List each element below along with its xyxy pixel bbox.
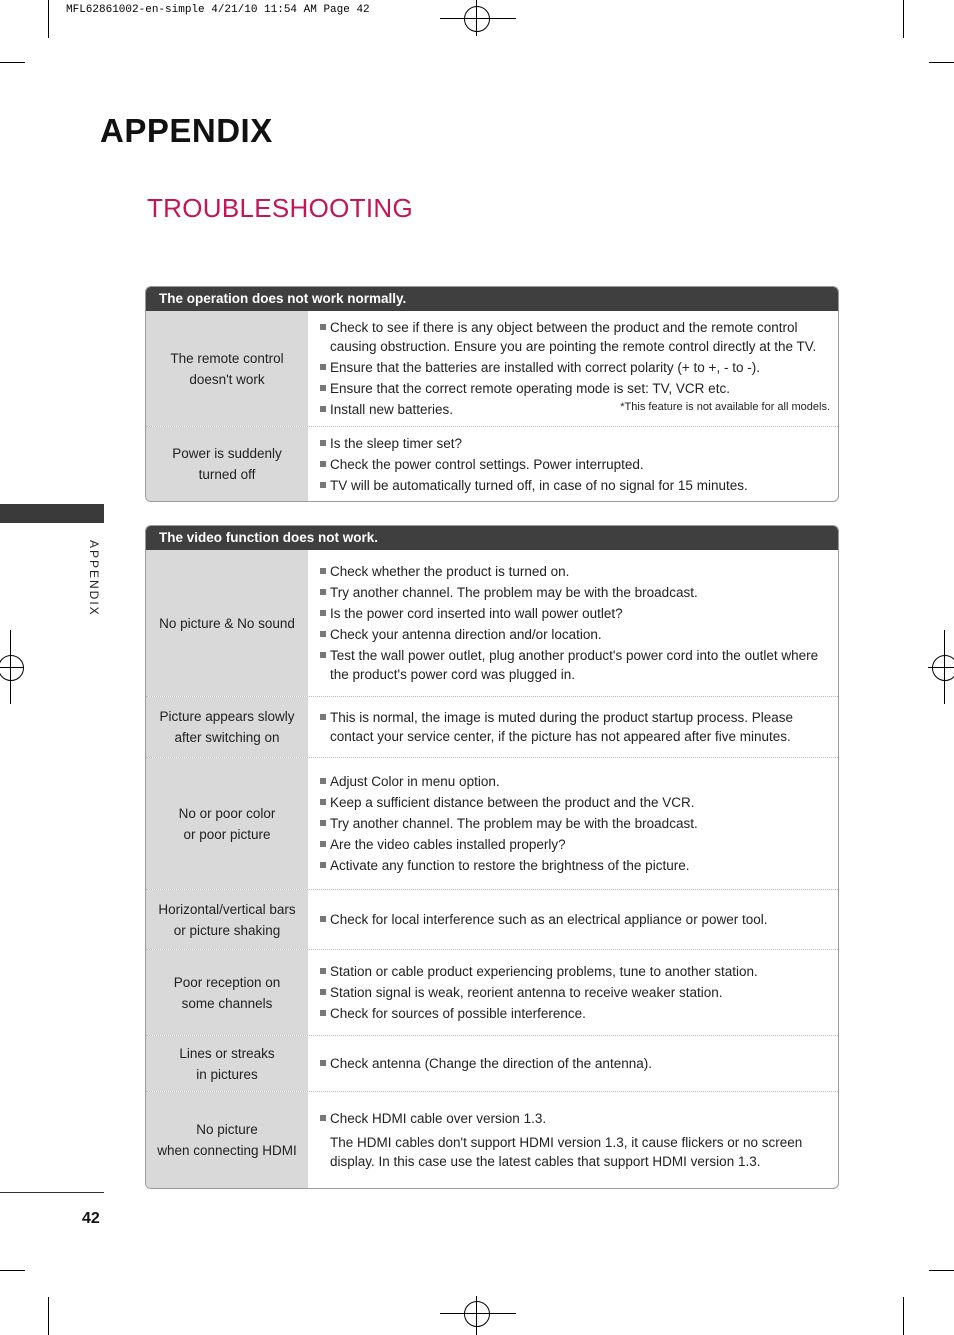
- symptom-label: or picture shaking: [173, 922, 281, 938]
- table-row: [146, 1091, 838, 1188]
- symptom-label: Horizontal/vertical bars: [158, 901, 296, 917]
- solution-item: Ensure that the correct remote operating mode is set: TV, VCR etc.: [319, 379, 826, 398]
- page-number: 42: [82, 1210, 100, 1227]
- solution-item: Check your antenna direction and/or location.: [319, 625, 826, 644]
- symptom-label: Power is suddenly: [172, 446, 282, 461]
- solution-item: Ensure that the batteries are installed with correct polarity (+ to +, - to -).: [319, 358, 826, 377]
- solution-cell: [309, 758, 838, 889]
- solution-item: TV will be automatically turned off, in case of no signal for 15 minutes.: [319, 476, 826, 495]
- solution-cell: [309, 950, 838, 1035]
- solution-item: Check to see if there is any object between the product and the remote control causing obstruction. Ensure you are pointing the remote control directly at the TV.: [319, 318, 826, 356]
- solution-item: Check whether the product is turned on.: [319, 562, 826, 581]
- symptom-label: or poor picture: [183, 826, 271, 842]
- footnote: *This feature is not available for all models.: [620, 401, 830, 413]
- symptom-label: doesn't work: [189, 371, 265, 387]
- symptom-label: after switching on: [174, 730, 280, 745]
- solution-item: Are the video cables installed properly?: [319, 835, 826, 854]
- solution-item: Install new batteries.: [319, 400, 826, 419]
- solution-item: Is the sleep timer set?: [319, 434, 826, 453]
- table-row: [146, 949, 838, 1035]
- table-row: [146, 1035, 838, 1091]
- symptom-cell: [146, 697, 308, 757]
- side-tab-bar: [0, 504, 104, 523]
- solution-cell: [309, 427, 838, 501]
- symptom-cell: [146, 311, 308, 426]
- symptom-label: Lines or streaks: [179, 1045, 275, 1061]
- table-header: The operation does not work normally.: [146, 287, 838, 311]
- video-troubleshooting-table: [145, 525, 839, 1189]
- solution-item: Is the power cord inserted into wall power outlet?: [319, 604, 826, 623]
- section-title: TROUBLESHOOTING: [147, 193, 413, 223]
- table-row: [146, 757, 838, 889]
- solution-item: Check for local interference such as an electrical appliance or power tool.: [319, 910, 826, 929]
- symptom-label: Picture appears slowly: [159, 709, 295, 724]
- table-row: [146, 696, 838, 757]
- table-row: [146, 311, 838, 426]
- table-row: [146, 889, 838, 949]
- symptom-cell: [146, 427, 308, 501]
- symptom-cell: [146, 1092, 308, 1188]
- solution-item: Check HDMI cable over version 1.3.: [319, 1109, 826, 1128]
- symptom-cell: [146, 550, 308, 696]
- solution-item: Activate any function to restore the brightness of the picture.: [319, 856, 826, 875]
- solution-item: Try another channel. The problem may be with the broadcast.: [319, 583, 826, 602]
- solution-cell: [309, 1092, 838, 1188]
- solution-detail: The HDMI cables don't support HDMI version 1.3, it cause flickers or no screen display. In this case use the latest cables that support HDMI version 1.3.: [330, 1135, 803, 1169]
- side-label: APPENDIX: [87, 540, 101, 617]
- symptom-label: Poor reception on: [173, 974, 281, 990]
- solution-cell: [309, 890, 838, 949]
- page-title: APPENDIX: [100, 112, 273, 149]
- print-slug: MFL62861002-en-simple 4/21/10 11:54 AM Page 42: [66, 4, 370, 16]
- table-row: [146, 550, 838, 696]
- solution-cell: [309, 311, 838, 426]
- solution-item: Station signal is weak, reorient antenna to receive weaker station.: [319, 983, 826, 1002]
- solution-item: Check antenna (Change the direction of the antenna).: [319, 1054, 826, 1073]
- table-header: The video function does not work.: [146, 526, 838, 550]
- symptom-label: No picture & No sound: [159, 615, 295, 631]
- symptom-label: when connecting HDMI: [157, 1143, 297, 1158]
- symptom-label: turned off: [198, 467, 256, 482]
- solution-item: Station or cable product experiencing problems, tune to another station.: [319, 962, 826, 981]
- symptom-cell: [146, 890, 308, 949]
- symptom-label: No or poor color: [178, 805, 276, 821]
- symptom-label: in pictures: [196, 1066, 258, 1082]
- table-row: [146, 426, 838, 501]
- solution-cell: [309, 550, 838, 696]
- solution-item: Test the wall power outlet, plug another product's power cord into the outlet where the product's power cord was plugged in.: [319, 646, 826, 684]
- footer-rule: [0, 1192, 104, 1193]
- solution-item: Adjust Color in menu option.: [319, 772, 826, 791]
- symptom-label: some channels: [181, 995, 273, 1011]
- solution-item: This is normal, the image is muted during the product startup process. Please contact your service center, if the picture has not appeared after five minutes.: [319, 708, 826, 746]
- solution-item: Check the power control settings. Power interrupted.: [319, 455, 826, 474]
- symptom-label: No picture: [196, 1122, 258, 1137]
- solution-item: Keep a sufficient distance between the product and the VCR.: [319, 793, 826, 812]
- solution-item: Try another channel. The problem may be with the broadcast.: [319, 814, 826, 833]
- symptom-label: The remote control: [170, 350, 284, 366]
- symptom-cell: [146, 1036, 308, 1091]
- solution-item: Check for sources of possible interference.: [319, 1004, 826, 1023]
- symptom-cell: [146, 758, 308, 889]
- solution-cell: [309, 697, 838, 757]
- solution-cell: [309, 1036, 838, 1091]
- symptom-cell: [146, 950, 308, 1035]
- operation-troubleshooting-table: [145, 286, 839, 502]
